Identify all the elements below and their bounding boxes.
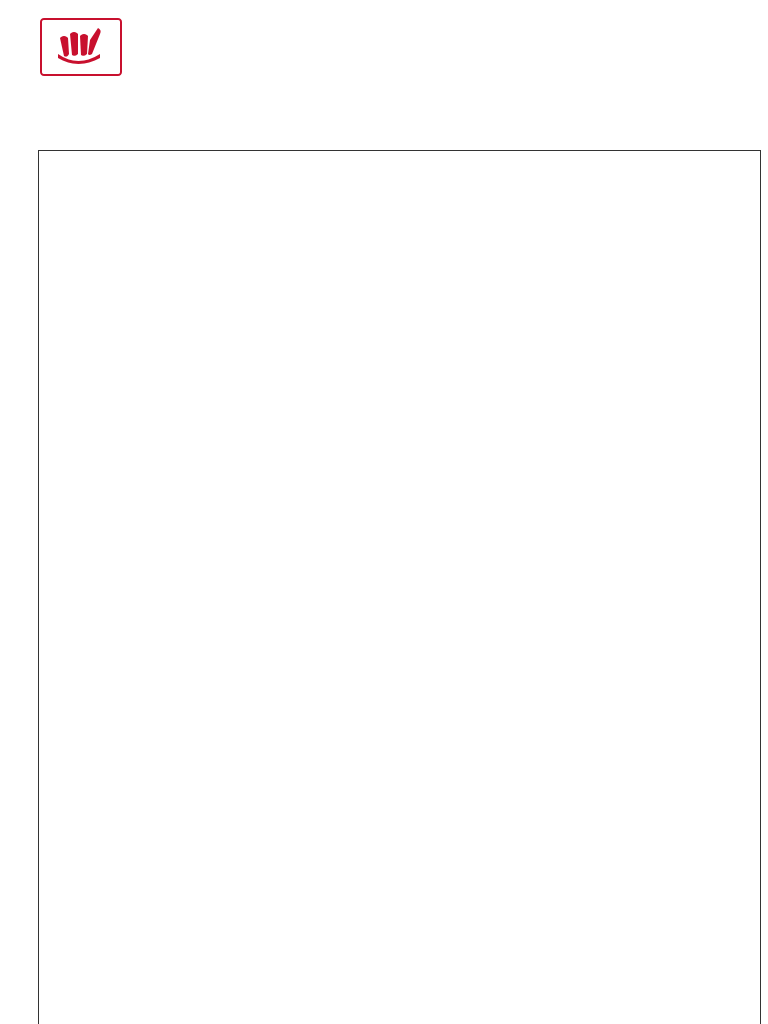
onpe-logo bbox=[26, 18, 144, 118]
ballot-hand-icon bbox=[54, 24, 108, 68]
mesa-list-frame bbox=[38, 150, 761, 1024]
